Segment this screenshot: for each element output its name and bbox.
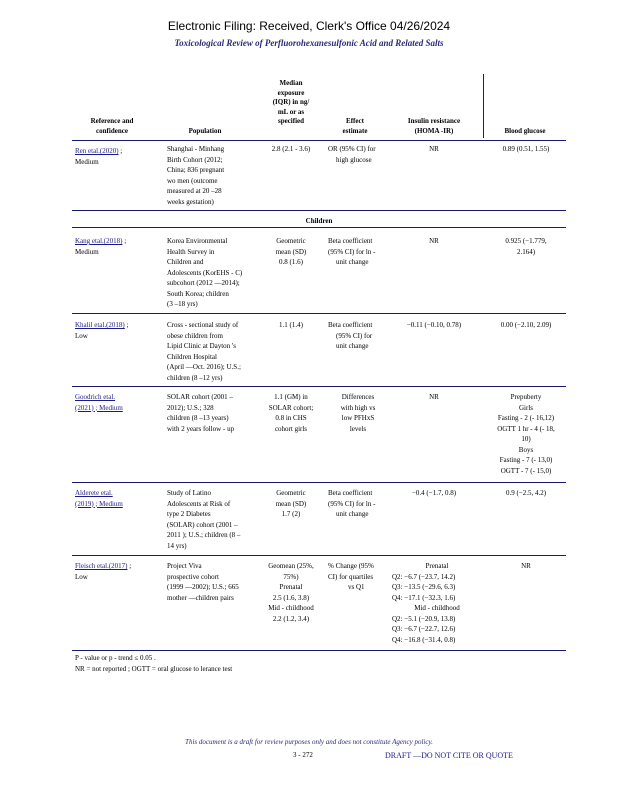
- insulin-ren-2020: NR: [429, 145, 439, 153]
- row-rule: [72, 210, 566, 211]
- effect-kang-2018: Beta coefficient (95% CI) for ln - unit change: [328, 237, 376, 266]
- ref-kang-2018: Kang etal.(2018) ; Medium: [75, 237, 127, 256]
- insulin-kang-2018: NR: [429, 237, 439, 245]
- effect-khalil-2018: Beta coefficient (95% CI) for unit change: [328, 321, 373, 350]
- ref-ren-2020: Ren etal.(2020) ; Medium: [75, 147, 123, 166]
- draft-disclaimer: This document is a draft for review purposes only and does not constitute Agency policy.: [185, 738, 433, 746]
- insulin-fleisch-2017: Prenatal Q2: −6.7 (−23.7, 14.2) Q3: −13.5 (−29.6, 6.3) Q4: −17.1 (−32.3, 1.6) Mid - childhood Q2: −5.1 (−20.9, 13.8) Q3: −6.7 (−22.7, 12.6) Q4: −16.8 (−31.4, 0.8): [392, 562, 460, 644]
- draft-notice: DRAFT —DO NOT CITE OR QUOTE: [385, 751, 513, 760]
- col-header-reference: Reference and confidence: [90, 117, 134, 135]
- col-header-population: Population: [188, 127, 222, 135]
- header-divider: [483, 74, 484, 138]
- glucose-ren-2020: 0.89 (0.51, 1.55): [502, 145, 550, 153]
- median-ren-2020: 2.8 (2.1 - 3.6): [271, 145, 311, 153]
- header-rule: [72, 140, 566, 141]
- effect-fleisch-2017: % Change (95% CI) for quartiles vs Q1: [328, 562, 374, 591]
- median-kang-2018: Geometric mean (SD) 0.8 (1.6): [275, 237, 307, 266]
- median-fleisch-2017: Geomean (25%, 75%) Prenatal 2.5 (1.6, 3.8) Mid - childhood 2.2 (1.2, 3.4): [268, 562, 314, 623]
- filing-header: Electronic Filing: Received, Clerk's Office 04/26/2024: [167, 19, 451, 33]
- population-fleisch-2017: Project Viva prospective cohort (1999 —2002); U.S.; 665 mother —children pairs: [167, 562, 239, 602]
- footnote-pvalue: P - value or p - trend ≤ 0.05 .: [75, 654, 156, 662]
- footnote-abbreviations: NR = not reported ; OGTT = oral glucose to lerance test: [75, 665, 233, 673]
- effect-goodrich-2021: Differences with high vs low PFHxS levels: [340, 393, 376, 433]
- ref-goodrich-2021: Goodrich etal. (2021) ; Medium: [75, 393, 123, 412]
- col-header-effect-estimate: Effect estimate: [342, 117, 368, 135]
- document-subtitle: Toxicological Review of Perfluorohexanesulfonic Acid and Related Salts: [174, 38, 444, 48]
- population-alderete-2019: Study of Latino Adolescents at Risk of type 2 Diabetes (SOLAR) cohort (2001 – 2011 ); U.S.; children (8 – 14 yrs): [167, 489, 241, 550]
- median-khalil-2018: 1.1 (1.4): [279, 321, 303, 329]
- glucose-goodrich-2021: Prepuberty Girls Fasting - 2 (- 16,12) OGTT 1 hr - 4 (- 18, 10) Boys Fasting - 7 (- 13,0) OGTT - 7 (- 15,0): [497, 393, 555, 475]
- effect-alderete-2019: Beta coefficient (95% CI) for ln - unit change: [328, 489, 376, 518]
- population-khalil-2018: Cross - sectional study of obese children from Lipid Clinic at Dayton 's Children Hospital (April —Oct. 2016); U.S.; children (8 –12 yrs): [167, 321, 241, 382]
- insulin-khalil-2018: −0.11 (−0.10, 0.78): [406, 321, 462, 329]
- ref-khalil-2018: Khalil etal.(2018) ; Low: [75, 321, 129, 340]
- row-rule: [72, 386, 566, 387]
- table-bottom-rule: [72, 650, 566, 651]
- col-header-insulin-resistance: Insulin resistance (HOMA -IR): [407, 117, 461, 135]
- row-rule: [72, 313, 566, 314]
- ref-alderete-2019: Alderete etal. (2019) ; Medium: [75, 489, 123, 508]
- effect-ren-2020: OR (95% CI) for high glucose: [328, 145, 376, 164]
- glucose-alderete-2019: 0.9 (−2.5, 4.2): [505, 489, 547, 497]
- col-header-median-exposure: Median exposure (IQR) in ng/ mL or as specified: [272, 79, 310, 125]
- section-children: Children: [305, 217, 333, 225]
- row-rule: [72, 227, 566, 228]
- insulin-goodrich-2021: NR: [429, 393, 439, 401]
- page-number: 3 - 272: [293, 751, 313, 759]
- col-header-blood-glucose: Blood glucose: [504, 127, 546, 135]
- population-kang-2018: Korea Environmental Health Survey in Children and Adolescents (KorEHS - C) subcohort (2012 —2014); South Korea; children (3 –18 yrs): [167, 237, 243, 308]
- row-rule: [72, 555, 566, 556]
- insulin-alderete-2019: −0.4 (−1.7, 0.8): [411, 489, 457, 497]
- glucose-fleisch-2017: NR: [521, 562, 531, 570]
- row-rule: [72, 482, 566, 483]
- population-ren-2020: Shanghai - Minhang Birth Cohort (2012; China; 836 pregnant wo men (outcome measured at 20 –28 weeks gestation): [167, 145, 225, 206]
- population-goodrich-2021: SOLAR cohort (2001 – 2012); U.S.; 328 children (8 –13 years) with 2 years follow - up: [167, 393, 235, 433]
- median-goodrich-2021: 1.1 (GM) in SOLAR cohort; 0.8 in CHS cohort girls: [268, 393, 314, 433]
- glucose-kang-2018: 0.925 (−1.779, 2.164): [505, 237, 547, 256]
- median-alderete-2019: Geometric mean (SD) 1.7 (2): [275, 489, 307, 518]
- ref-fleisch-2017: Fleisch etal.(2017) ; Low: [75, 562, 132, 581]
- glucose-khalil-2018: 0.00 (−2.10, 2.09): [500, 321, 552, 329]
